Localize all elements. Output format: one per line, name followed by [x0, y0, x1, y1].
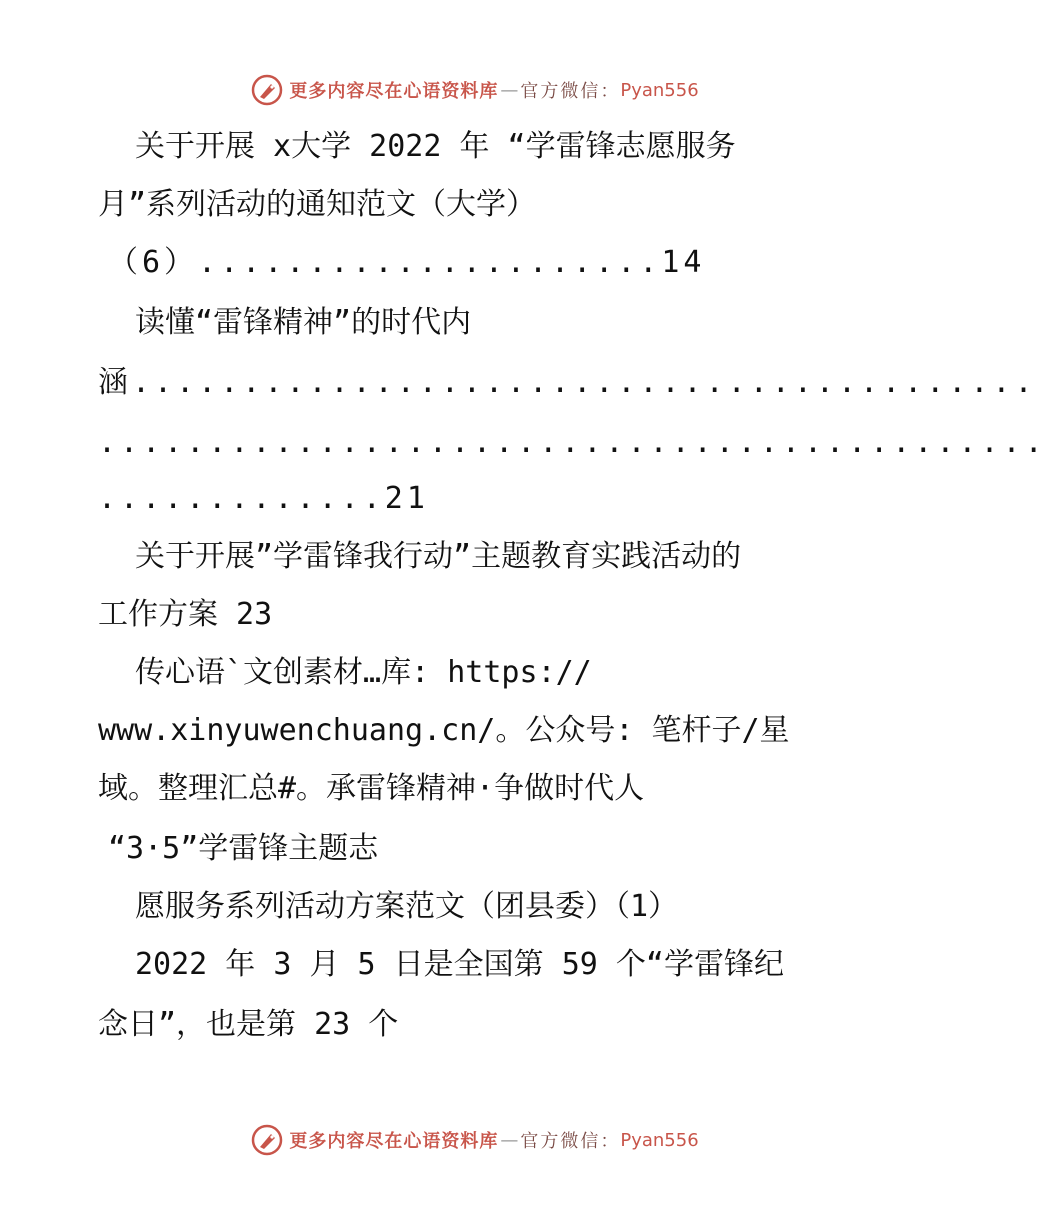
banner-separator: — [500, 79, 519, 101]
footer-banner [0, 1120, 950, 1160]
body-line-6: 2022 年 3 月 5 日是全国第 59 个“学雷锋纪 [135, 947, 784, 982]
body-line-7: 念日”，也是第 23 个 [98, 1007, 399, 1042]
body-line-3: 域。整理汇总#。承雷锋精神·争做时代人 [98, 771, 645, 806]
banner-wechat-id: Pyan556 [620, 1129, 699, 1151]
banner-wechat-id: Pyan556 [620, 79, 699, 101]
banner-wechat-label: 官方微信： [520, 1131, 621, 1152]
banner-main-text: 更多内容尽在心语资料库 [289, 1131, 499, 1152]
banner-separator: — [500, 1129, 519, 1151]
banner-main-text: 更多内容尽在心语资料库 [289, 81, 499, 102]
toc-line-5: 涵......................................... [98, 365, 1037, 400]
pen-nib-logo-icon [251, 74, 283, 106]
banner-wechat-label: 官方微信： [520, 81, 621, 102]
pen-nib-logo-icon [251, 1124, 283, 1156]
toc-line-2: 月”系列活动的通知范文（大学） [98, 187, 537, 222]
toc-line-1: 关于开展 x大学 2022 年 “学雷锋志愿服务 [135, 129, 736, 164]
body-line-4: “3·5”学雷锋主题志 [108, 831, 379, 866]
toc-line-3: （6）.....................14 [108, 245, 706, 280]
body-line-1: 传心语`文创素材…库: https:// [135, 655, 592, 690]
body-line-5: 愿服务系列活动方案范文（团县委）（1） [135, 889, 679, 924]
toc-line-4: 读懂“雷锋精神”的时代内 [135, 305, 472, 340]
toc-line-8: 关于开展”学雷锋我行动”主题教育实践活动的 [135, 539, 742, 574]
toc-line-7: .............21 [98, 481, 429, 516]
toc-line-6: ........................................... [98, 425, 1047, 460]
header-banner [0, 70, 950, 110]
body-line-2: www.xinyuwenchuang.cn/。公众号: 笔杆子/星 [98, 713, 790, 748]
toc-line-9: 工作方案 23 [98, 597, 273, 632]
